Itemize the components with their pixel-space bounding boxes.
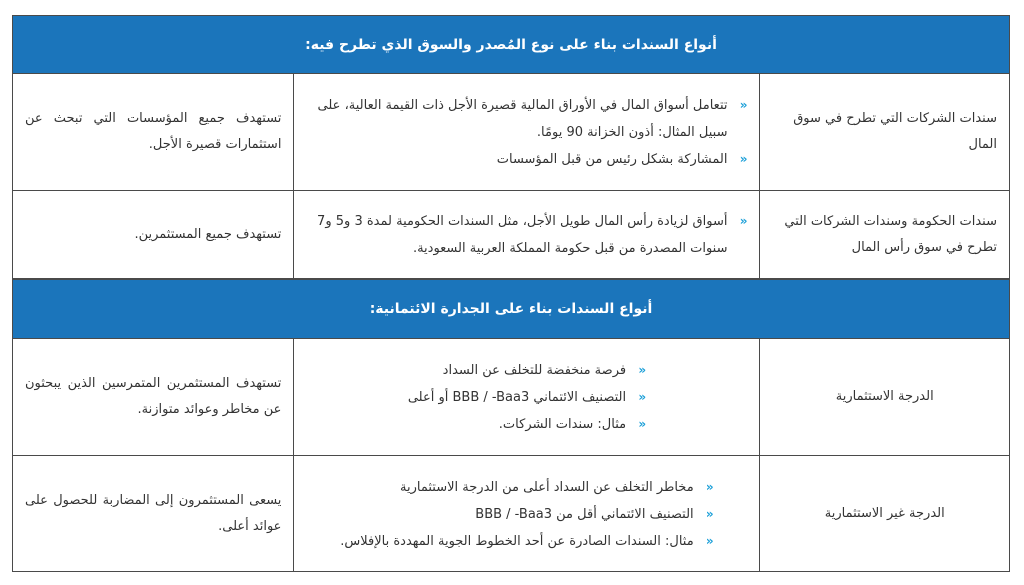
bond-type-cell [759, 339, 1009, 455]
table-row [13, 74, 1009, 191]
details-list [340, 474, 713, 555]
target-text: يسعى المستثمرون إلى المضاربة للحصول على عوائد أعلى. [25, 493, 282, 534]
target-cell [13, 74, 293, 190]
list-item: « مثال: سندات الشركات. [408, 411, 646, 438]
details-list [306, 208, 747, 262]
list-item: « التصنيف الائتماني BBB / -Baa3 أو أعلى [408, 384, 646, 411]
issuer-section-header [13, 16, 1009, 74]
target-text: تستهدف المستثمرين المتمرسين الذين يبحثون عن مخاطر وعوائد متوازنة. [25, 376, 282, 417]
double-chevron-left-icon: « [705, 479, 714, 494]
bond-details-cell [293, 456, 759, 572]
double-chevron-left-icon: « [705, 506, 714, 521]
table-row [13, 339, 1009, 456]
double-chevron-left-icon: « [638, 389, 647, 404]
bond-type-label: سندات الحكومة وسندات الشركات التي تطرح في سوق رأس المال [784, 213, 997, 255]
list-item: « أسواق لزيادة رأس المال طويل الأجل، مثل السندات الحكومية لمدة 3 و5 و7 سنوات المصدرة من قبل حكومة المملكة العربية السعودية. [306, 208, 747, 262]
target-cell [13, 339, 293, 455]
bond-type-cell [759, 191, 1009, 278]
bond-details-cell [293, 74, 759, 190]
bond-type-cell [759, 74, 1009, 190]
double-chevron-left-icon: « [638, 362, 647, 377]
table-row [13, 191, 1009, 279]
details-list [306, 92, 747, 173]
bond-type-label: الدرجة غير الاستثمارية [824, 506, 945, 521]
table-row [13, 456, 1009, 572]
list-item: « المشاركة بشكل رئيس من قبل المؤسسات [306, 146, 747, 173]
bond-details-cell [293, 191, 759, 278]
target-text: تستهدف جميع المستثمرين. [134, 226, 282, 242]
double-chevron-left-icon: « [739, 213, 748, 228]
bond-type-label: سندات الشركات التي تطرح في سوق المال [793, 111, 997, 152]
double-chevron-left-icon: « [705, 533, 714, 548]
target-cell [13, 191, 293, 278]
list-item: « التصنيف الائتماني أقل من BBB / -Baa3 [340, 501, 713, 528]
list-item: « تتعامل أسواق المال في الأوراق المالية قصيرة الأجل ذات القيمة العالية، على سبيل المثال: أذون الخزانة 90 يومًا. [306, 92, 747, 146]
double-chevron-left-icon: « [739, 151, 748, 166]
bond-details-cell [293, 339, 759, 455]
bond-type-label: الدرجة الاستثمارية [835, 389, 934, 404]
issuer-section-title: أنواع السندات بناء على نوع المُصدر والسوق الذي تطرح فيه: [305, 36, 717, 53]
target-cell [13, 456, 293, 572]
list-item: « فرصة منخفضة للتخلف عن السداد [408, 357, 646, 384]
details-list [408, 357, 646, 438]
target-text: تستهدف جميع المؤسسات التي تبحث عن استثمارات قصيرة الأجل. [25, 111, 282, 152]
bond-types-table [12, 15, 1010, 572]
credit-section-title: أنواع السندات بناء على الجدارة الائتمانية: [369, 301, 653, 317]
credit-section-header [13, 279, 1009, 339]
list-item: « مخاطر التخلف عن السداد أعلى من الدرجة الاستثمارية [340, 474, 713, 501]
list-item: « مثال: السندات الصادرة عن أحد الخطوط الجوية المهددة بالإفلاس. [340, 528, 713, 555]
double-chevron-left-icon: « [739, 97, 748, 112]
bond-type-cell [759, 456, 1009, 572]
double-chevron-left-icon: « [638, 416, 647, 431]
